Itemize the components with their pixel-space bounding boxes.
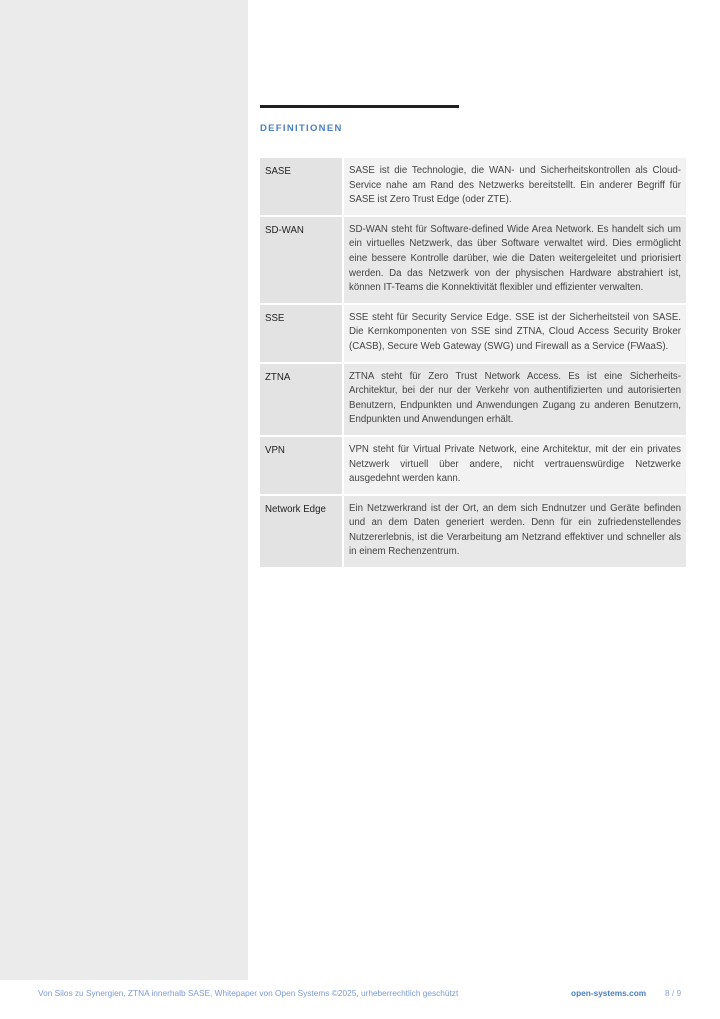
table-row [260,158,686,215]
section-rule [260,105,459,108]
definitions-table [260,158,686,567]
definition-text: ZTNA steht für Zero Trust Network Access. Es ist eine Sicherheits-Architektur, bei der nur der Verkehr von authentifizierten und autorisierten Benutzern, Endpunkten und Anwendungen Zugang zu anderen Benutzern, Endpunkten und Anwendungen erhält. [344,362,686,435]
footer-copyright: Von Silos zu Synergien, ZTNA innerhalb SASE, Whitepaper von Open Systems ©2025, urheberrechtlich geschützt [38,988,459,998]
footer-website-link[interactable]: open-systems.com [571,988,647,998]
table-row [260,303,686,362]
table-row [260,435,686,494]
definition-term: VPN [260,435,344,494]
definition-text: SASE ist die Technologie, die WAN- und Sicherheitskontrollen als Cloud-Service nahe am Rand des Netzwerks bereitstellt. Ein anderer Begriff für SASE ist Zero Trust Edge (oder ZTE). [344,158,686,215]
definition-text: VPN steht für Virtual Private Network, eine Architektur, mit der ein privates Netzwerk virtuell über andere, nicht vertrauenswürdige Netzwerke ausgedehnt werden kann. [344,435,686,494]
section-title: DEFINITIONEN [260,123,343,134]
definition-term: SSE [260,303,344,362]
definition-text: SD-WAN steht für Software-defined Wide Area Network. Es handelt sich um ein virtuelles Netzwerk, das über Software verwaltet wird. Dies ermöglicht eine bessere Kontrolle darüber, wie die Daten weitergeleitet und priorisiert werden. Da das Netzwerk von der physischen Hardware abstrahiert ist, können IT-Teams die Konnektivität flexibler und effizienter verwalten. [344,215,686,303]
definition-text: SSE steht für Security Service Edge. SSE ist der Sicherheitsteil von SASE. Die Kernkomponenten von SSE sind ZTNA, Cloud Access Security Broker (CASB), Secure Web Gateway (SWG) und Firewall as a Service (FWaaS). [344,303,686,362]
sidebar-panel [0,0,248,980]
definition-term: ZTNA [260,362,344,435]
table-row [260,362,686,435]
table-row [260,215,686,303]
definition-term: Network Edge [260,494,344,567]
table-row [260,494,686,567]
definition-term: SD-WAN [260,215,344,303]
definition-term: SASE [260,158,344,215]
definition-text: Ein Netzwerkrand ist der Ort, an dem sich Endnutzer und Geräte befinden und an dem Daten generiert werden. Denn für ein zufriedenstellendes Nutzererlebnis, ist die Verarbeitung am Netzrand effektiver und schneller als in einem Rechenzentrum. [344,494,686,567]
page-number: 8 / 9 [665,988,682,998]
